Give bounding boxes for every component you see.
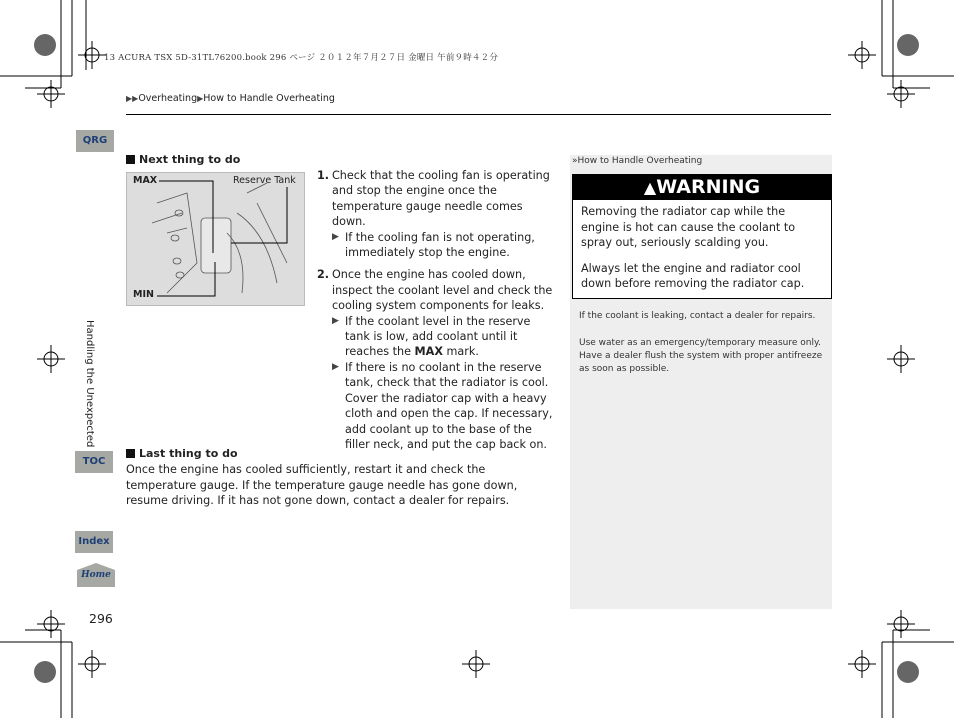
header-rule: [126, 114, 831, 115]
note-leak: If the coolant is leaking, contact a dealer for repairs.: [579, 311, 816, 321]
aside-title: [572, 156, 702, 166]
step-number: 2.: [317, 268, 330, 282]
next-heading-text: Next thing to do: [139, 153, 241, 166]
home-label: Home: [81, 570, 111, 580]
step-sub: [345, 314, 557, 360]
index-tab[interactable]: Index: [75, 531, 113, 553]
aside-title-text: How to Handle Overheating: [577, 156, 703, 166]
qrg-tab[interactable]: QRG: [76, 130, 114, 152]
reserve-tank-label: Reserve Tank: [233, 175, 296, 186]
home-tab[interactable]: [77, 563, 115, 587]
print-header: 13 ACURA TSX 5D-31TL76200.book 296 ページ ２０１２年７月２７日 金曜日 午前９時４２分: [104, 53, 499, 63]
arrow-icon: ▶: [197, 94, 204, 103]
arrow-icon: ▶: [332, 231, 339, 242]
section-title: Handling the Unexpected: [84, 320, 95, 448]
last-heading: [126, 447, 238, 460]
last-heading-text: Last thing to do: [139, 447, 238, 460]
step-text: Once the engine has cooled down, inspect the coolant level and check the cooling system components for leaks.: [332, 268, 553, 313]
step-2: [317, 267, 557, 452]
arrow-icon: ▶: [332, 361, 339, 372]
breadcrumb-how-to-handle[interactable]: How to Handle Overheating: [203, 93, 335, 104]
step-sub: If there is no coolant in the reserve tank, check that the radiator is cool. Cover the radiator cap with a heavy cloth and open the cap. If necessary, add coolant up to the base of the filler neck, and put the cap back on.: [345, 360, 553, 451]
arrow-icon: ▶: [332, 315, 339, 326]
steps-list: [317, 168, 557, 459]
page-number: 296: [89, 611, 113, 626]
warning-header: [573, 175, 831, 200]
double-arrow-icon: ▶▶: [126, 94, 139, 103]
warning-text-2: Always let the engine and radiator cool down before removing the radiator cap.: [581, 261, 805, 290]
warning-box: [572, 174, 832, 299]
next-heading: [126, 153, 240, 166]
toc-tab[interactable]: TOC: [75, 451, 113, 473]
warning-triangle-icon: ▲: [643, 178, 657, 197]
breadcrumb-overheating[interactable]: Overheating: [138, 93, 198, 104]
warning-text-1: Removing the radiator cap while the engine is hot can cause the coolant to spray out, seriously scalding you.: [581, 205, 796, 249]
sub-text: mark.: [442, 345, 479, 359]
max-mark: MAX: [414, 345, 443, 359]
min-label: MIN: [133, 289, 154, 300]
step-number: 1.: [317, 169, 330, 182]
step-1: [317, 168, 557, 260]
warning-label: WARNING: [656, 176, 761, 198]
breadcrumb: [126, 93, 335, 104]
step-text: Check that the cooling fan is operating and stop the engine once the temperature gauge needle comes down.: [332, 169, 550, 229]
aside-panel: [570, 155, 832, 609]
note-water: Use water as an emergency/temporary measure only. Have a dealer flush the system with proper antifreeze as soon as possible.: [579, 338, 823, 374]
last-paragraph: Once the engine has cooled sufficiently, restart it and check the temperature gauge. If the temperature gauge needle has gone down, resume driving. If it has not gone down, contact a dealer for repairs.: [126, 463, 518, 508]
sub-text: If the coolant level in the reserve tank is low, add coolant until it reaches the: [345, 314, 531, 359]
ref-icon: »: [572, 156, 578, 166]
step-sub: If the cooling fan is not operating, immediately stop the engine.: [345, 230, 535, 260]
max-label: MAX: [133, 175, 158, 186]
reserve-tank-figure: [126, 172, 305, 306]
engine-illustration: [127, 173, 306, 307]
